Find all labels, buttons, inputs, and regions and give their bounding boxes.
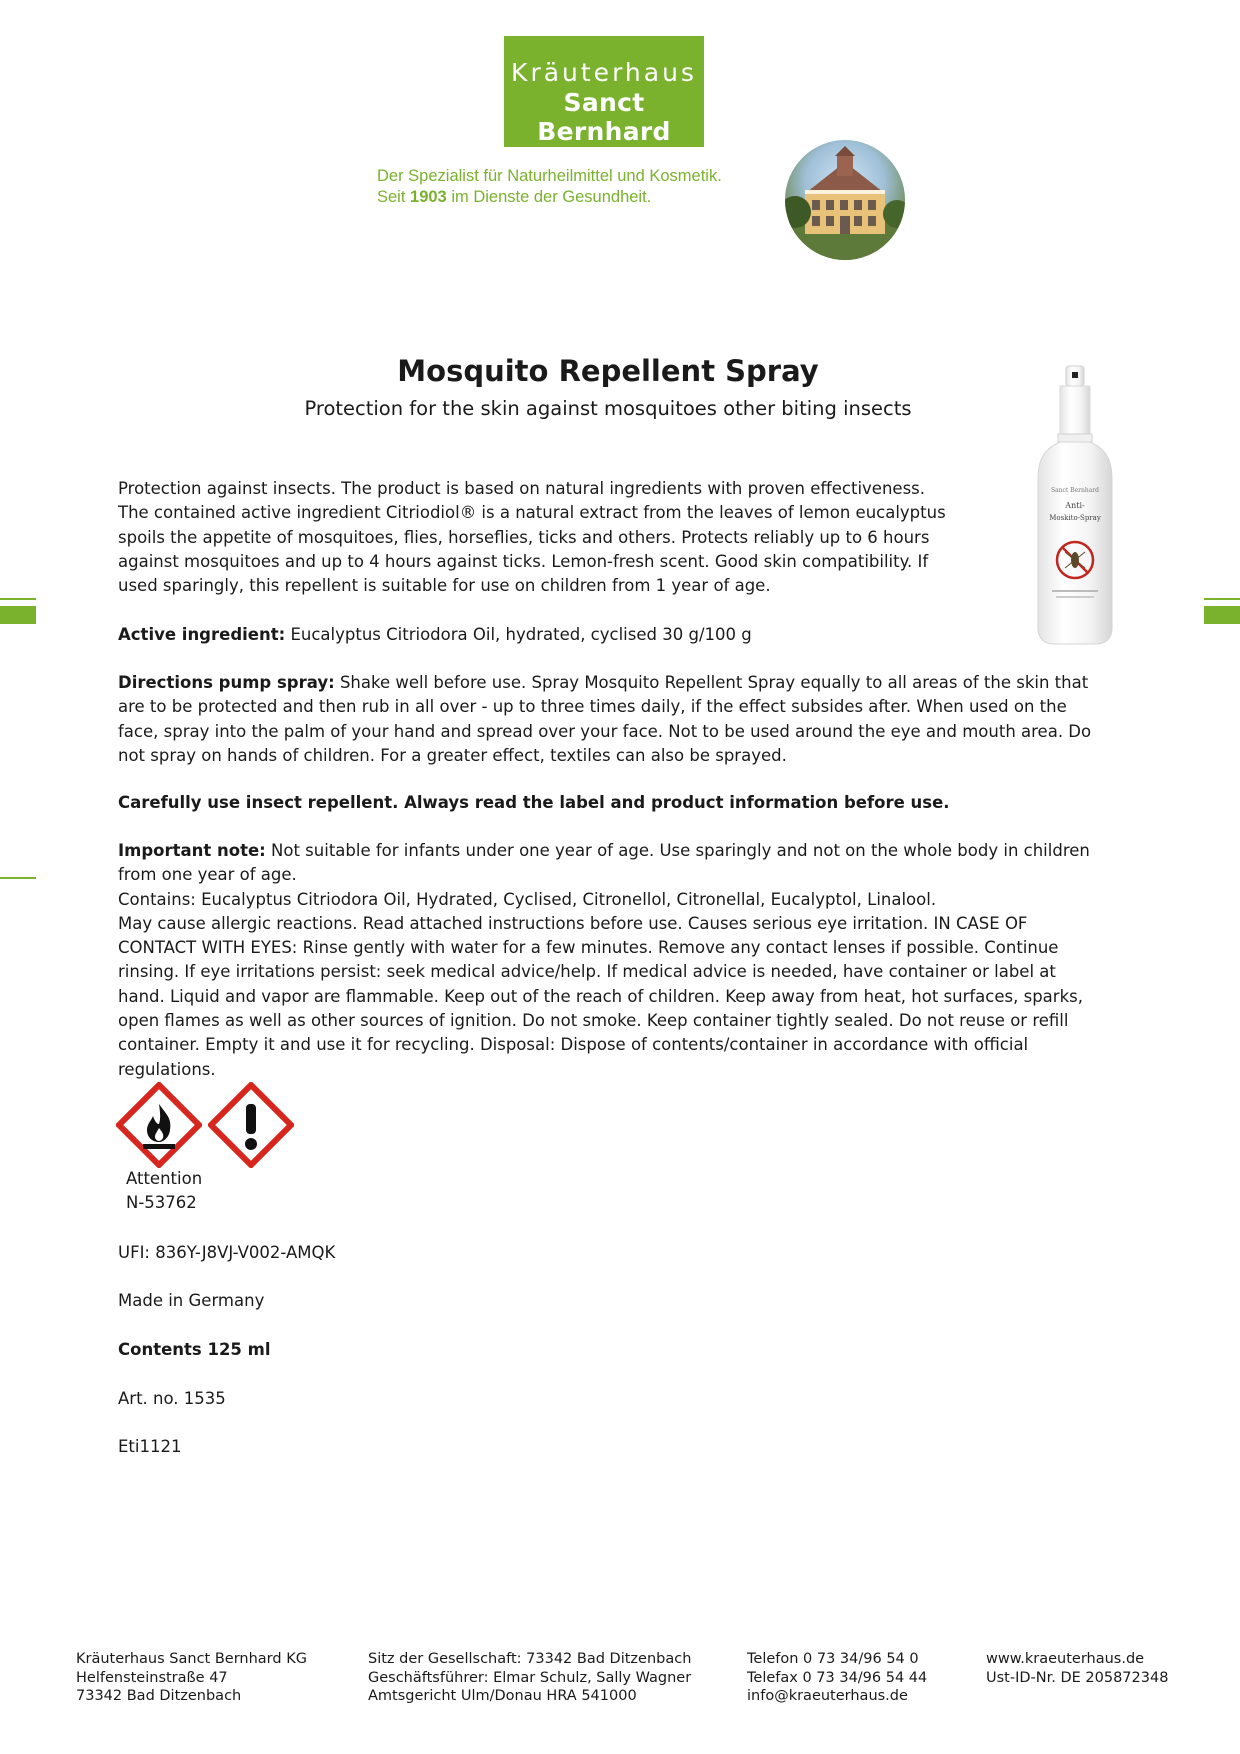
tagline-line2	[377, 187, 722, 208]
bottle-label-name1: Anti-	[1065, 501, 1085, 510]
footer-line: 73342 Bad Ditzenbach	[76, 1688, 242, 1704]
label-code: Eti1121	[118, 1437, 182, 1456]
brand-logo	[504, 36, 704, 147]
warning-bold: Carefully use insect repellent. Always read the label and product information before use.	[118, 793, 950, 812]
bottle-label-brand: Sanct Bernhard	[1050, 487, 1100, 494]
active-text: Eucalyptus Citriodora Oil, hydrated, cyclised 30 g/100 g	[285, 625, 752, 644]
tagline-year: 1903	[410, 188, 447, 206]
footer-legal	[368, 1650, 691, 1706]
tagline-pre: Seit	[377, 188, 411, 206]
brand-logo-line2: Sanct Bernhard	[537, 88, 671, 146]
brand-logo-line1: Kräuterhaus	[511, 58, 697, 87]
signal-word: Attention	[126, 1169, 203, 1188]
brand-tagline	[377, 166, 722, 208]
hazard-text: May cause allergic reactions. Read attached instructions before use. Causes serious eye irritation. IN CASE OF CONTACT WITH EYES: Rinse gently with water for a few minutes. Remove any contact lenses if possible. Continue rinsing. If eye irritations persist: seek medical advice/help. If medical advice is needed, have container or label at hand. Liquid and vapor are flammable. Keep out of the reach of children. Keep away from heat, hot surfaces, sparks, open flames as well as other sources of ignition. Do not smoke. Keep container tightly sealed. Do not reuse or refill container. Empty it and use it for recycling. Disposal: Dispose of contents/container in accordance with official regulations.	[118, 913, 1083, 1079]
footer-line: Helfensteinstraße 47	[76, 1669, 228, 1686]
active-ingredient	[118, 623, 998, 647]
directions	[118, 671, 1098, 768]
footer-email[interactable]: info@kraeuterhaus.de	[747, 1688, 908, 1704]
footer-line: Geschäftsführer: Elmar Schulz, Sally Wagner	[368, 1669, 692, 1686]
ghs-reference: N-53762	[126, 1193, 197, 1213]
bottle-label-name2: Moskito-Spray	[1049, 514, 1101, 522]
footer-contact	[747, 1650, 927, 1706]
product-subtitle: Protection for the skin against mosquitoes other biting insects	[304, 397, 912, 420]
flame-icon	[116, 1082, 202, 1168]
tagline-line1: Der Spezialist für Naturheilmittel und Kosmetik.	[377, 167, 722, 185]
footer-company	[76, 1650, 307, 1706]
footer-line: Sitz der Gesellschaft: 73342 Bad Ditzenbach	[368, 1651, 692, 1667]
exclamation-icon	[208, 1082, 294, 1168]
footer-phone: Telefon 0 73 34/96 54 0	[747, 1651, 919, 1667]
fold-mark-left-lower	[0, 877, 36, 879]
active-label: Active ingredient:	[118, 625, 286, 644]
note-label: Important note:	[118, 841, 266, 860]
footer-website[interactable]: www.kraeuterhaus.de	[986, 1651, 1145, 1667]
contents: Contents 125 ml	[118, 1340, 271, 1359]
fold-mark-left-top	[0, 598, 36, 600]
footer-web	[986, 1650, 1168, 1687]
fold-mark-right	[1204, 606, 1240, 624]
footer-vat: Ust-ID-Nr. DE 205872348	[986, 1669, 1169, 1686]
fold-mark-left	[0, 606, 36, 624]
note-line	[118, 839, 1098, 888]
footer-fax: Telefax 0 73 34/96 54 44	[747, 1669, 928, 1686]
tagline-post: im Dienste der Gesundheit.	[446, 188, 652, 206]
product-bottle-image	[1030, 362, 1120, 662]
intro-paragraph: Protection against insects. The product is based on natural ingredients with proven effectiveness. The contained active ingredient Citriodiol® is a natural extract from the leaves of lemon eucalyptus spoils the appetite of mosquitoes, flies, horseflies, ticks and others. Protects reliably up to 6 hours against mosquitoes and up to 4 hours against ticks. Lemon-fresh scent. Good skin compatibility. If used sparingly, this repellent is suitable for use on children from 1 year of age.	[118, 479, 946, 596]
contains-text: Contains: Eucalyptus Citriodora Oil, Hydrated, Cyclised, Citronellol, Citronellal, Eucalyptol, Linalool.	[118, 889, 937, 909]
note-text: Not suitable for infants under one year of age. Use sparingly and not on the whole body in children from one year of age.	[118, 841, 1090, 885]
directions-text: Shake well before use. Spray Mosquito Repellent Spray equally to all areas of the skin that are to be protected and then rub in all over - up to three times daily, if the effect subsides after. When used on the face, spray into the palm of your hand and spread over your face. Not to be used around the eye and mouth area. Do not spray on hands of children. For a greater effect, textiles can also be sprayed.	[118, 673, 1092, 765]
made-in: Made in Germany	[118, 1291, 265, 1310]
article-number: Art. no. 1535	[118, 1389, 226, 1408]
footer-line: Kräuterhaus Sanct Bernhard KG	[76, 1651, 307, 1667]
ghs-signal	[126, 1167, 202, 1216]
product-title: Mosquito Repellent Spray	[397, 354, 819, 388]
headquarters-photo	[785, 140, 905, 260]
ufi-code: UFI: 836Y-J8VJ-V002-AMQK	[118, 1243, 336, 1262]
directions-label: Directions pump spray:	[118, 673, 335, 692]
footer-line: Amtsgericht Ulm/Donau HRA 541000	[368, 1688, 637, 1704]
fold-mark-right-top	[1204, 598, 1240, 600]
important-note	[118, 839, 1098, 1082]
warning-text	[118, 791, 1098, 815]
